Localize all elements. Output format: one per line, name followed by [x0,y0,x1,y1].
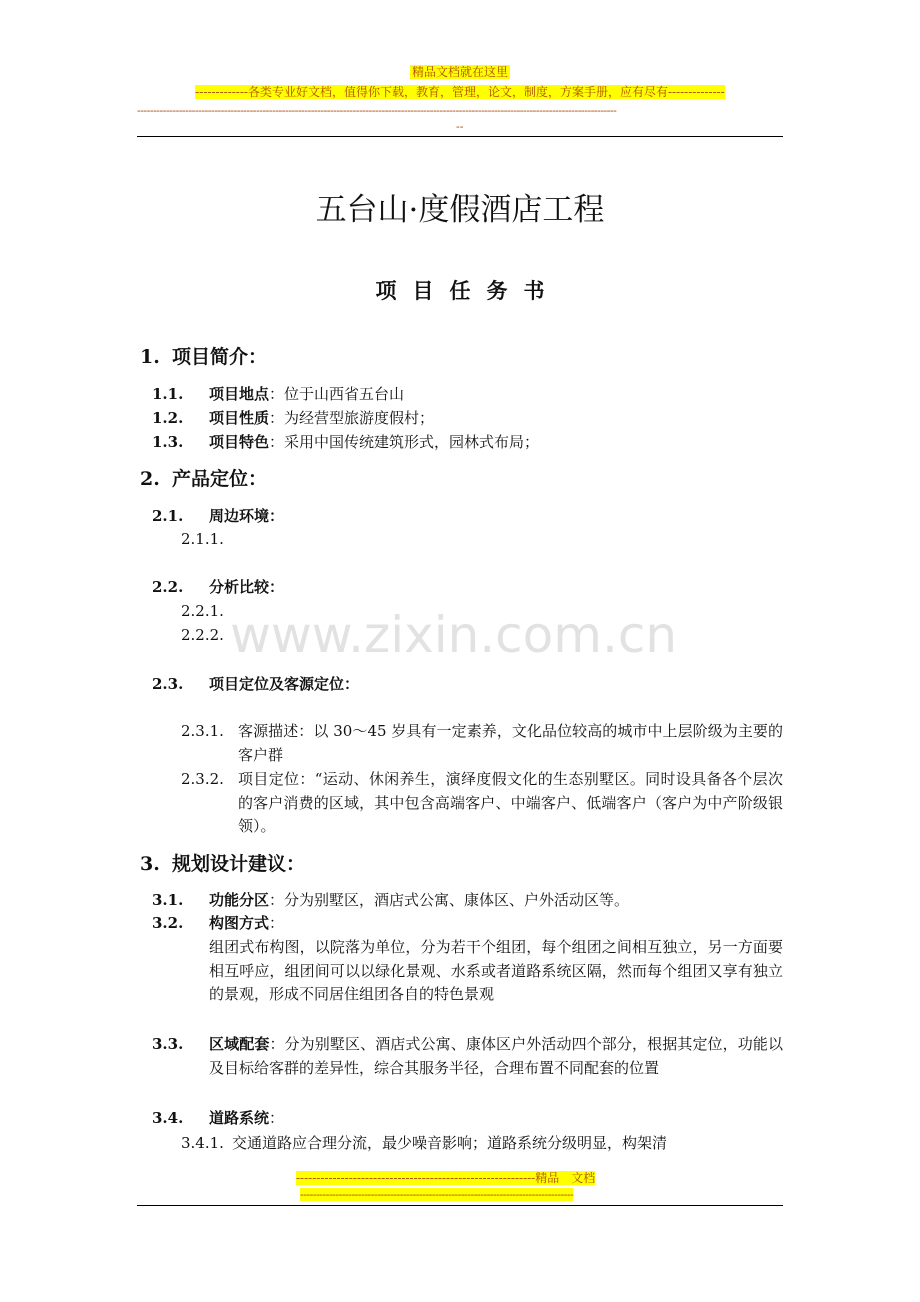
item-3-4-1: 3.4.1. 交通道路应合理分流，最少噪音影响；道路系统分级明显，构架清 [181,1134,667,1152]
header-title: 精品文档就在这里 [411,65,508,79]
item-2-2: 2.2. 分析比较： [152,578,285,596]
item-3-3: 3.3. 区域配套：分为别墅区、酒店式公寓、康体区户外活动四个部分，根据其定位，功能以及目标给客群的差异性，综合其服务半径，合理布置不同配套的位置 [152,1035,783,1077]
header-dash-tail: -- [456,120,464,133]
footer-rule [137,1205,783,1206]
header-subtitle: -------------各类专业好文档，值得你下载，教育，管理，论文，制度，方案手册，应有尽有-------------- [195,85,725,99]
document-title: 五台山·度假酒店工程 [315,192,605,228]
item-2-1-1: 2.1.1. [181,530,224,548]
item-3-1: 3.1. 功能分区：分为别墅区，酒店式公寓、康体区、户外活动区等。 [152,891,630,909]
item-2-3-2: 2.3.2. 项目定位：“运动、休闲养生，演绎度假文化的生态别墅区。同时设具备各个层次的客户消费的区域，其中包含高端客户、中端客户、低端客户（客户为中产阶级银领）。 [181,770,783,835]
document-subtitle: 项目任务书 [375,278,561,303]
item-2-2-2: 2.2.2. [181,626,224,644]
header-rule [137,136,783,137]
item-3-2: 3.2. 构图方式： [152,914,285,932]
item-3-4: 3.4. 道路系统： [152,1109,285,1127]
item-1-2: 1.2. 项目性质：为经营型旅游度假村； [152,409,435,427]
item-2-3-1: 2.3.1. 客源描述：以 30～45 岁具有一定素养，文化品位较高的城市中上层阶级为主要的客户群 [181,722,783,764]
section-heading-3: 3. 规划设计建议： [140,853,306,875]
item-1-3: 1.3. 项目特色：采用中国传统建筑形式，园林式布局； [152,433,540,451]
footer-line-1: -----------------------------------------------------------精品 文档 [296,1171,596,1185]
footer-line-2: ------------------------------------------------------------------------------------- [300,1188,574,1201]
item-2-1: 2.1. 周边环境： [152,507,285,525]
section-heading-2: 2. 产品定位： [140,468,268,490]
header-dash-line: ----------------------------------------------------------------------------------------------------------------------------------------------------- [137,104,617,117]
item-3-2-body: 组团式布构图，以院落为单位，分为若干个组团，每个组团之间相互独立，另一方面要相互呼应，组团间可以以绿化景观、水系或者道路系统区隔，然而每个组团又享有独立的景观，形成不同居住组团各自的特色景观 [209,938,783,1003]
item-2-2-1: 2.2.1. [181,602,224,620]
watermark: www.zixin.com.cn [230,606,678,664]
item-1-1: 1.1. 项目地点：位于山西省五台山 [152,385,405,403]
section-heading-1: 1. 项目简介： [140,346,268,368]
item-2-3: 2.3. 项目定位及客源定位： [152,675,360,693]
